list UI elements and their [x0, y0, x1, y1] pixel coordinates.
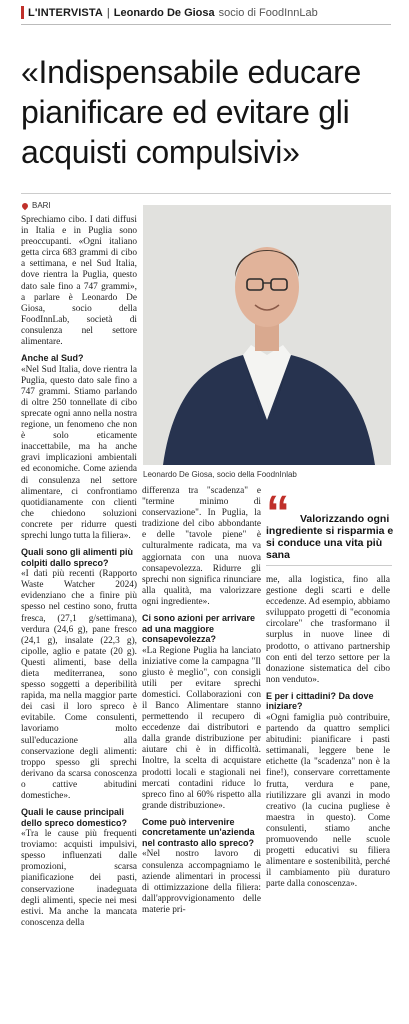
answer-3-part-2: differenza tra "scadenza" e "termine minimo di conservazione". In Puglia, la tradizione del cibo abbondante e delle "tavole piene" è culturalmente radicata, ma va aggiornata con una nuova consapevolezza. Ridurre gli sprechi non significa rinunciare alla qualità, ma valorizzare ogni ingrediente».	[142, 486, 261, 607]
question-3: Quali le cause principali dello spreco domestico?	[21, 807, 128, 828]
portrait-photo	[143, 205, 391, 465]
article-column-1	[21, 215, 137, 1015]
answer-6: «Ogni famiglia può contribuire, partendo da quattro semplici abitudini: pianificare i pasti settimanali, leggere bene le etichette (la "scadenza" non è la fine!), conservare correttamente frutta, verdura e pane, riutilizzare gli avanzi in modo creativo (la cucina pugliese è maestra in questo). Come consulenti, stiamo anche promuovendo nelle scuole progetti educativi su filiera alimentare e sostenibilità, perché il cambiamento più duraturo parte dalla conoscenza».	[266, 712, 390, 890]
question-2: Quali sono gli alimenti più colpiti dallo spreco?	[21, 547, 134, 568]
location-pin-icon	[21, 201, 29, 209]
interviewee-name: Leonardo De Giosa	[113, 6, 215, 19]
top-divider	[21, 24, 391, 25]
headline-divider	[21, 193, 391, 194]
pull-quote	[266, 487, 394, 561]
interviewee-role: socio di FoodInnLab	[218, 6, 318, 19]
answer-2: «I dati più recenti (Rapporto Waste Watcher 2024) evidenziano che a finire più spesso nel cestino sono, frutta fresca, (27,1 g/settimana), verdura (24,6 g), pane fresco (24,1 g), insalate (22,3 g), cipolle, aglio e patate (20 g). Questi alimenti, base della dieta mediterranea, sono spesso soggetti a deperibilità rapida, ma nella maggior parte dei casi il loro spreco è evitabile. Come consulenti, lavoriamo molto sull'educazione alla conservazione degli alimenti: troppo spesso gli sprechi derivano da scarsa conoscenza o cattive abitudini domestiche».	[21, 569, 137, 801]
pull-quote-divider	[266, 565, 392, 566]
photo-caption: Leonardo De Giosa, socio della FoodnInlab	[143, 470, 297, 479]
location-label: BARI	[32, 201, 51, 210]
answer-3-part-1: «Tra le cause più frequenti troviamo: acquisti impulsivi, spesso influenzati dalle promozioni, scarsa pianificazione dei pasti, conservazione inadeguata degli alimenti, specie nei mesi estivi. Ma anche la mancata conoscenza della	[21, 829, 137, 928]
section-label: L'INTERVISTA	[28, 6, 103, 19]
quote-mark-icon: “	[266, 487, 290, 540]
answer-5-part-2: me, alla logistica, fino alla gestione degli scarti e delle eccedenze. Ad esempio, abbiamo sviluppato progetti di "economia circolare" che trasformano il surplus in nuove linee di prodotto, o attivano partnership con enti del terzo settore per la donazione sistematica del cibo non venduto».	[266, 575, 390, 685]
question-4: Ci sono azioni per arrivare ad una maggiore consapevolezza?	[142, 613, 256, 645]
question-5: Come può intervenire concretamente un'azienda nel contrasto allo spreco?	[142, 816, 255, 848]
article-column-2	[142, 486, 261, 1016]
kicker-accent-bar	[21, 6, 24, 19]
article-intro: Sprechiamo cibo. I dati diffusi in Italia e in Puglia sono preoccupanti. «Ogni italiano getta circa 683 grammi di cibo a settimana, e nel Sud Italia, dove rientra la Puglia, questo dato sale fino a 747 grammi», a parlare è Leonardo De Giosa, socio della FoodInnLab, società di consulenza nel settore alimentare.	[21, 215, 137, 348]
portrait-illustration	[143, 205, 391, 465]
answer-4: «La Regione Puglia ha lanciato iniziative come la campagna "Il giusto è meglio", con consigli utili per evitare sprechi domestici. Collaborazioni con il Banco Alimentare stanno permettendo il recupero di eccedenze dai distributori e dalla grande distribuzione per aiutare chi è in difficoltà. Inoltre, la scelta di acquistare prodotti locali e stagionali nei mercati contadini riduce lo spreco fino al 60% rispetto alla grande distribuzione».	[142, 645, 261, 811]
dateline	[22, 201, 51, 210]
answer-1: «Nel Sud Italia, dove rientra la Puglia, questo dato sale fino a 747 grammi. Stiamo parlando di oltre 250 tonnellate di cibo sprecate ogni anno nella nostra regione, un fenomeno che non è solo eticamente inaccettabile, ma ha anche gravi implicazioni ambientali ed economiche. Come azienda di consulenza nel settore alimentare, ci confrontiamo quotidianamente con clienti che chiedono soluzioni concrete per ridurre questi sprechi lungo tutta la filiera».	[21, 364, 137, 542]
answer-5-part-1: «Nel nostro lavoro di consulenza accompagniamo le aziende alimentari in processi di ottimizzazione della filiera: dall'approvvigionamento delle materie pri-	[142, 849, 261, 915]
article-kicker	[21, 5, 391, 20]
question-6: E per i cittadini? Da dove iniziare?	[266, 690, 374, 712]
article-column-3	[266, 575, 390, 1015]
headline: «Indispensabile educare pianificare ed evitare gli acquisti compulsivi»	[21, 54, 362, 170]
kicker-separator: |	[106, 6, 110, 19]
question-1: Anche al Sud?	[21, 353, 84, 364]
pull-quote-text: Valorizzando ogni ingrediente si risparmia e si conduce una vita più sana	[266, 513, 394, 561]
